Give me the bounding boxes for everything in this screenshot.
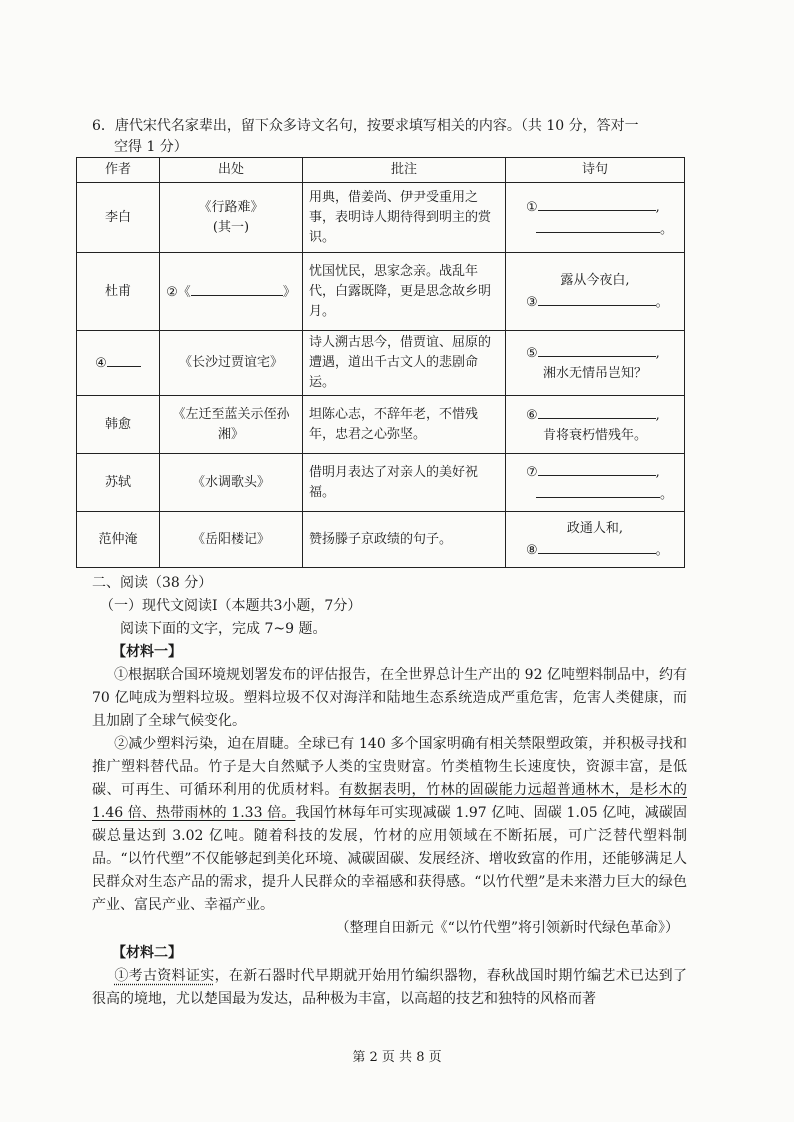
- answer-blank-1b[interactable]: [536, 218, 660, 233]
- blank-marker: ④: [95, 356, 107, 371]
- source-cell: [160, 253, 303, 331]
- table-row: [77, 253, 685, 331]
- note-cell: 诗人溯古思今，借贾谊、屈原的遭遇，道出千古文人的悲剧命运。: [303, 331, 506, 396]
- author-cell: [77, 331, 160, 396]
- paragraph-text: 我国竹林每年可实现减碳 1.97 亿吨、固碳 1.05 亿吨，减碳固碳总量达到 3.02 亿吨。随着科技的发展，竹材的应用领域在不断拓展，可广泛替代塑料制品。“以竹代塑”不仅能够起到美化环境、减碳固碳、发展经济、增收致富的作用，还能够满足人民群众对生态产品的需求，提升人民群众的幸福感和获得感。“以竹代塑”是未来潜力巨大的绿色产业、富民产业、幸福产业。: [92, 805, 687, 913]
- answer-blank-4[interactable]: [107, 352, 141, 367]
- material-2-title: 【材料二】: [112, 945, 182, 961]
- poem-end: 。: [660, 486, 674, 502]
- source-cell: 《长沙过贾谊宅》: [160, 331, 303, 396]
- question-6-line1: 6．唐代宋代名家辈出，留下众多诗文名句，按要求填写相关的内容。（共 10 分，答对一: [92, 118, 639, 134]
- material-1-title: 【材料一】: [112, 644, 182, 660]
- answer-blank-7[interactable]: [538, 461, 656, 476]
- table-row: [77, 396, 685, 454]
- source-cell: 《左迁至蓝关示侄孙湘》: [160, 396, 303, 454]
- poem-line: 露从今夜白,: [560, 272, 630, 288]
- note-cell: 借明月表达了对亲人的美好祝福。: [303, 454, 506, 512]
- note-cell: 赞扬滕子京政绩的句子。: [303, 512, 506, 568]
- paragraph: [92, 664, 687, 733]
- note-cell: 用典，借姜尚、伊尹受重用之事，表明诗人期待得到明主的赏识。: [303, 183, 506, 253]
- answer-blank-6[interactable]: [538, 404, 656, 419]
- material-1-body: [92, 664, 687, 940]
- paragraph: [92, 965, 687, 1011]
- blank-marker: ①: [526, 199, 538, 215]
- author-cell: 苏轼: [77, 454, 160, 512]
- poem-cell: ⑤ , 湘水无情吊岂知？: [506, 331, 685, 396]
- material-1-source: （整理自田新元《“以竹代塑”将引领新时代绿色革命》）: [335, 920, 679, 936]
- poem-cell: ① , 。: [506, 183, 685, 253]
- answer-blank-3[interactable]: [538, 291, 656, 306]
- poem-end: 。: [655, 294, 669, 310]
- header-poem: 诗句: [506, 158, 685, 183]
- blank-marker: ⑧: [526, 542, 538, 558]
- answer-blank-7b[interactable]: [536, 483, 660, 498]
- author-cell: 范仲淹: [77, 512, 160, 568]
- poem-cell: [506, 512, 685, 568]
- poem-table: [76, 157, 685, 568]
- blank-marker: ⑦: [526, 464, 538, 480]
- source-cell: 《行路难》 (其一): [160, 183, 303, 253]
- section-heading: 二、阅读（38 分）: [92, 575, 213, 591]
- blank-marker: ⑥: [526, 407, 538, 423]
- material-2-body: [92, 965, 687, 1013]
- poem-end: 。: [655, 542, 669, 558]
- note-cell: 忧国忧民，思家念亲。战乱年代，白露既降，更是思念故乡明月。: [303, 253, 506, 331]
- poem-line: 政通人和,: [566, 520, 624, 536]
- source-cell: 《岳阳楼记》: [160, 512, 303, 568]
- poem-line: 湘水无情吊岂知？: [542, 366, 647, 381]
- table-row: [77, 183, 685, 253]
- table-row: [77, 512, 685, 568]
- paragraph-text: ，在新石器时代早期就开始用竹编织器物，春秋战国时期竹编艺术已达到了很高的境地，尤以楚国最为发达，品种极为丰富，以高超的技艺和独特的风格而著: [92, 968, 687, 1007]
- paragraph-text: ②减少塑料污染，迫在眉睫。全球已有 140 多个国家明确有相关禁限塑政策，并积极寻找和推广塑料替代品。竹子是大自然赋予人类的宝贵财富。竹类植物生长速度快，资源丰富，是低碳、可再生、可循环利用的优质材料。: [92, 736, 687, 798]
- dotted-phrase: ①考古资料证实: [114, 968, 215, 984]
- underlined-sentence: 有数据表明，竹林的固碳能力远超普通林木，是杉木的 1.46 倍、热带雨林的 1.33 倍。: [92, 782, 688, 821]
- source-pre: ②《: [166, 284, 191, 300]
- answer-blank-5[interactable]: [538, 342, 656, 357]
- question-6-line2: 空得 1 分）: [114, 139, 188, 155]
- table-header-row: [77, 158, 685, 183]
- blank-marker: ⑤: [526, 346, 538, 361]
- author-cell: 李白: [77, 183, 160, 253]
- poem-cell: ⑥ , 肯将衰朽惜残年。: [506, 396, 685, 454]
- author-cell: 杜甫: [77, 253, 160, 331]
- table-row: [77, 331, 685, 396]
- header-note: 批注: [303, 158, 506, 183]
- source-cell: 《水调歌头》: [160, 454, 303, 512]
- header-author: 作者: [77, 158, 160, 183]
- header-source: 出处: [160, 158, 303, 183]
- author-cell: 韩愈: [77, 396, 160, 454]
- paragraph-text: ①根据联合国环境规划署发布的评估报告，在全世界总计生产出的 92 亿吨塑料制品中，约有 70 亿吨成为塑料垃圾。塑料垃圾不仅对海洋和陆地生态系统造成严重危害，危害人类健康，而且加剧了全球气候变化。: [92, 667, 687, 729]
- poem-end: 。: [660, 221, 674, 237]
- poem-line: 肯将衰朽惜残年。: [542, 427, 647, 443]
- source-post: 》: [282, 284, 296, 300]
- poem-cell: [506, 253, 685, 331]
- page-footer: 第 2 页 共 8 页: [352, 1050, 442, 1065]
- subsection-heading: （一）现代文阅读Ⅰ（本题共3小题，7分）: [100, 598, 362, 614]
- answer-blank-2[interactable]: [191, 281, 283, 296]
- poem-cell: ⑦ , 。: [506, 454, 685, 512]
- instruction: 阅读下面的文字，完成 7~9 题。: [120, 621, 327, 637]
- blank-marker: ③: [526, 294, 538, 310]
- paragraph: [92, 733, 687, 917]
- question-6-prompt: [92, 116, 692, 158]
- answer-blank-1[interactable]: [538, 196, 656, 211]
- answer-blank-8[interactable]: [538, 539, 656, 554]
- table-row: [77, 454, 685, 512]
- note-cell: 坦陈心志，不辞年老，不惜残年，忠君之心弥坚。: [303, 396, 506, 454]
